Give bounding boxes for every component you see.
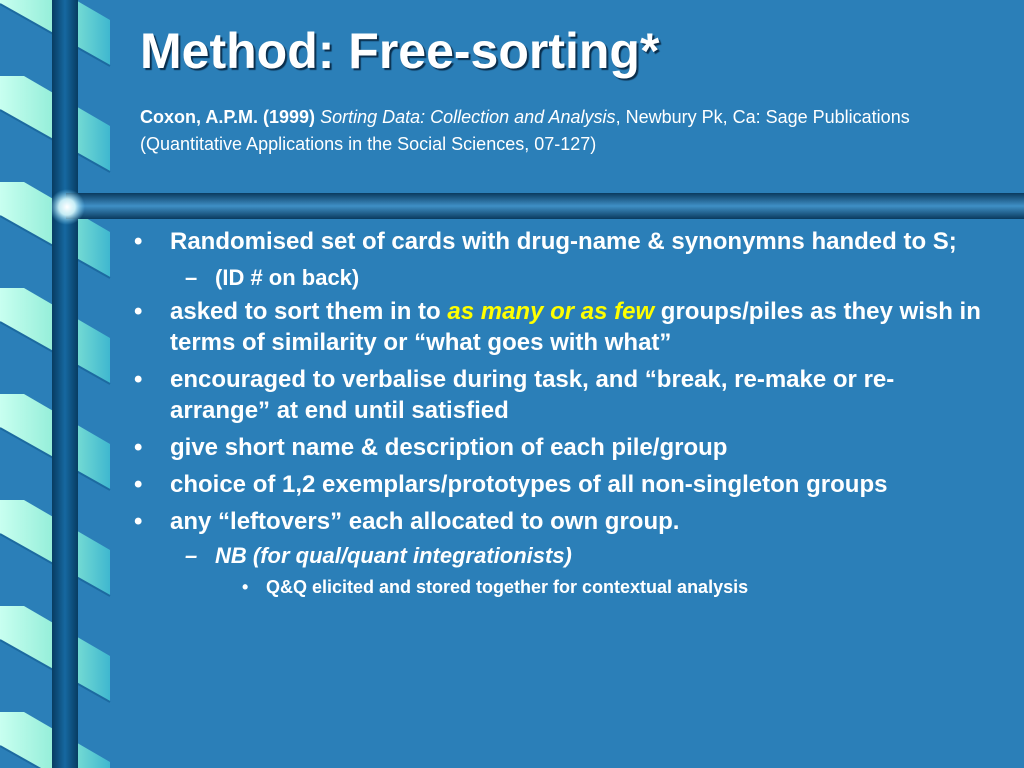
list-item bbox=[130, 432, 990, 463]
list-item bbox=[130, 364, 990, 426]
highlighted-phrase: as many or as few bbox=[447, 298, 655, 325]
bullet-marker: • bbox=[134, 471, 143, 498]
bullet-text: asked to sort them in to bbox=[170, 298, 448, 325]
bullet-text: Randomised set of cards with drug-name & synonymns handed to S; bbox=[170, 228, 957, 255]
list-item bbox=[130, 226, 990, 257]
list-item bbox=[130, 506, 990, 537]
bullet-marker: • bbox=[134, 366, 143, 393]
sub-list-item bbox=[130, 541, 990, 571]
dash-marker: – bbox=[185, 543, 198, 568]
bullet-marker: • bbox=[242, 577, 249, 597]
bullet-list bbox=[130, 226, 990, 600]
citation-details: , Newbury Pk, Ca: Sage Publications (Quantitative Applications in the Social Sciences, 07-127) bbox=[140, 107, 910, 154]
list-item bbox=[130, 296, 990, 358]
list-item bbox=[130, 469, 990, 500]
slide-title: Method: Free-sorting* bbox=[140, 23, 660, 79]
sub-list-item bbox=[130, 263, 990, 293]
citation-author: Coxon, A.P.M. (1999) bbox=[140, 107, 316, 127]
bullet-text: encouraged to verbalise during task, and “break, re-make or re-arrange” at end until satisfied bbox=[170, 366, 895, 424]
bullet-text: Q&Q elicited and stored together for contextual analysis bbox=[266, 577, 749, 597]
citation-title: Sorting Data: Collection and Analysis bbox=[320, 107, 616, 127]
bullet-text: give short name & description of each pile/group bbox=[170, 434, 728, 461]
bullet-marker: • bbox=[134, 228, 143, 255]
bullet-marker: • bbox=[134, 298, 143, 325]
citation bbox=[140, 104, 990, 158]
bullet-marker: • bbox=[134, 508, 143, 535]
bullet-text: choice of 1,2 exemplars/prototypes of all non-singleton groups bbox=[170, 471, 888, 498]
bullet-text: (ID # on back) bbox=[215, 265, 360, 290]
bullet-text: NB (for qual/quant integrationists) bbox=[215, 543, 572, 568]
bullet-text: groups/piles as they wish in terms of similarity or “what goes with what” bbox=[170, 298, 981, 356]
sub-sub-list-item bbox=[130, 574, 990, 600]
dash-marker: – bbox=[185, 265, 198, 290]
bullet-text: any “leftovers” each allocated to own group. bbox=[170, 508, 680, 535]
bullet-marker: • bbox=[134, 434, 143, 461]
